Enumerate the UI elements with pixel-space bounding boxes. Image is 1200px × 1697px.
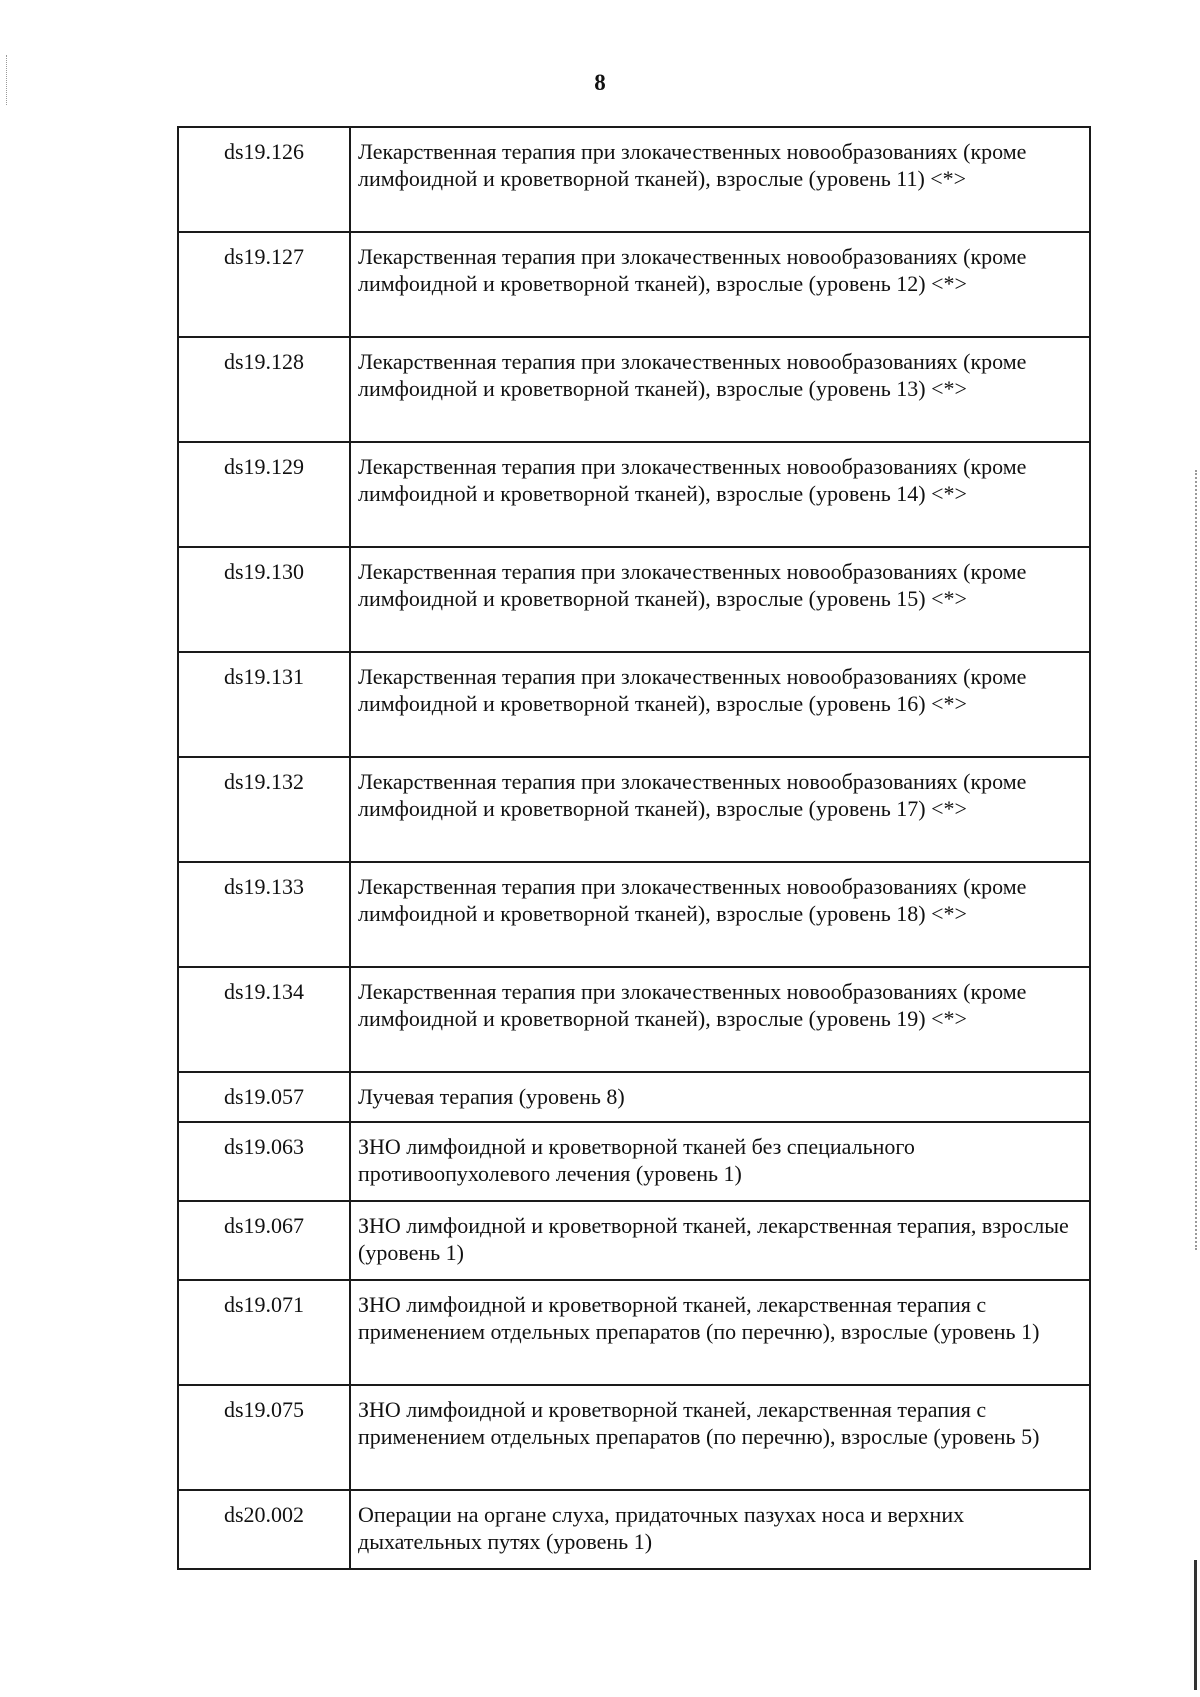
row-description: Операции на органе слуха, придаточных пазухах носа и верхних дыхательных путях (уровень 1): [350, 1490, 1090, 1569]
table-row: [178, 652, 1090, 757]
scan-artifact: [1194, 1560, 1197, 1690]
row-code: ds20.002: [178, 1490, 350, 1569]
row-description: Лекарственная терапия при злокачественных новообразованиях (кроме лимфоидной и кроветворной тканей), взрослые (уровень 12) <*>: [350, 232, 1090, 337]
row-description: Лекарственная терапия при злокачественных новообразованиях (кроме лимфоидной и кроветворной тканей), взрослые (уровень 14) <*>: [350, 442, 1090, 547]
row-code: ds19.132: [178, 757, 350, 862]
row-description: Лекарственная терапия при злокачественных новообразованиях (кроме лимфоидной и кроветворной тканей), взрослые (уровень 11) <*>: [350, 127, 1090, 232]
table-row: [178, 1122, 1090, 1201]
table-row: [178, 442, 1090, 547]
table-row: [178, 127, 1090, 232]
row-description: Лекарственная терапия при злокачественных новообразованиях (кроме лимфоидной и кроветворной тканей), взрослые (уровень 19) <*>: [350, 967, 1090, 1072]
table-row: [178, 1280, 1090, 1385]
row-code: ds19.057: [178, 1072, 350, 1122]
row-code: ds19.075: [178, 1385, 350, 1490]
row-description: ЗНО лимфоидной и кроветворной тканей без специального противоопухолевого лечения (уровень 1): [350, 1122, 1090, 1201]
table-row: [178, 232, 1090, 337]
scan-artifact: [1195, 470, 1199, 1250]
row-code: ds19.063: [178, 1122, 350, 1201]
row-description: Лекарственная терапия при злокачественных новообразованиях (кроме лимфоидной и кроветворной тканей), взрослые (уровень 18) <*>: [350, 862, 1090, 967]
row-code: ds19.128: [178, 337, 350, 442]
table-body: [178, 127, 1090, 1569]
row-description: Лекарственная терапия при злокачественных новообразованиях (кроме лимфоидной и кроветворной тканей), взрослые (уровень 16) <*>: [350, 652, 1090, 757]
page-number: 8: [594, 70, 606, 95]
row-code: ds19.129: [178, 442, 350, 547]
row-code: ds19.127: [178, 232, 350, 337]
row-code: ds19.133: [178, 862, 350, 967]
codes-table: [177, 126, 1091, 1570]
row-description: Лекарственная терапия при злокачественных новообразованиях (кроме лимфоидной и кроветворной тканей), взрослые (уровень 17) <*>: [350, 757, 1090, 862]
row-code: ds19.130: [178, 547, 350, 652]
table-row: [178, 862, 1090, 967]
row-description: ЗНО лимфоидной и кроветворной тканей, лекарственная терапия с применением отдельных препаратов (по перечню), взрослые (уровень 5): [350, 1385, 1090, 1490]
row-description: ЗНО лимфоидной и кроветворной тканей, лекарственная терапия с применением отдельных препаратов (по перечню), взрослые (уровень 1): [350, 1280, 1090, 1385]
row-code: ds19.071: [178, 1280, 350, 1385]
table-row: [178, 1490, 1090, 1569]
row-description: Лучевая терапия (уровень 8): [350, 1072, 1090, 1122]
table-row: [178, 757, 1090, 862]
table-row: [178, 337, 1090, 442]
table-row: [178, 1385, 1090, 1490]
table-row: [178, 547, 1090, 652]
row-code: ds19.126: [178, 127, 350, 232]
table-row: [178, 1201, 1090, 1280]
row-code: ds19.131: [178, 652, 350, 757]
row-code: ds19.067: [178, 1201, 350, 1280]
row-code: ds19.134: [178, 967, 350, 1072]
row-description: ЗНО лимфоидной и кроветворной тканей, лекарственная терапия, взрослые (уровень 1): [350, 1201, 1090, 1280]
table-row: [178, 1072, 1090, 1122]
row-description: Лекарственная терапия при злокачественных новообразованиях (кроме лимфоидной и кроветворной тканей), взрослые (уровень 15) <*>: [350, 547, 1090, 652]
row-description: Лекарственная терапия при злокачественных новообразованиях (кроме лимфоидной и кроветворной тканей), взрослые (уровень 13) <*>: [350, 337, 1090, 442]
table-row: [178, 967, 1090, 1072]
